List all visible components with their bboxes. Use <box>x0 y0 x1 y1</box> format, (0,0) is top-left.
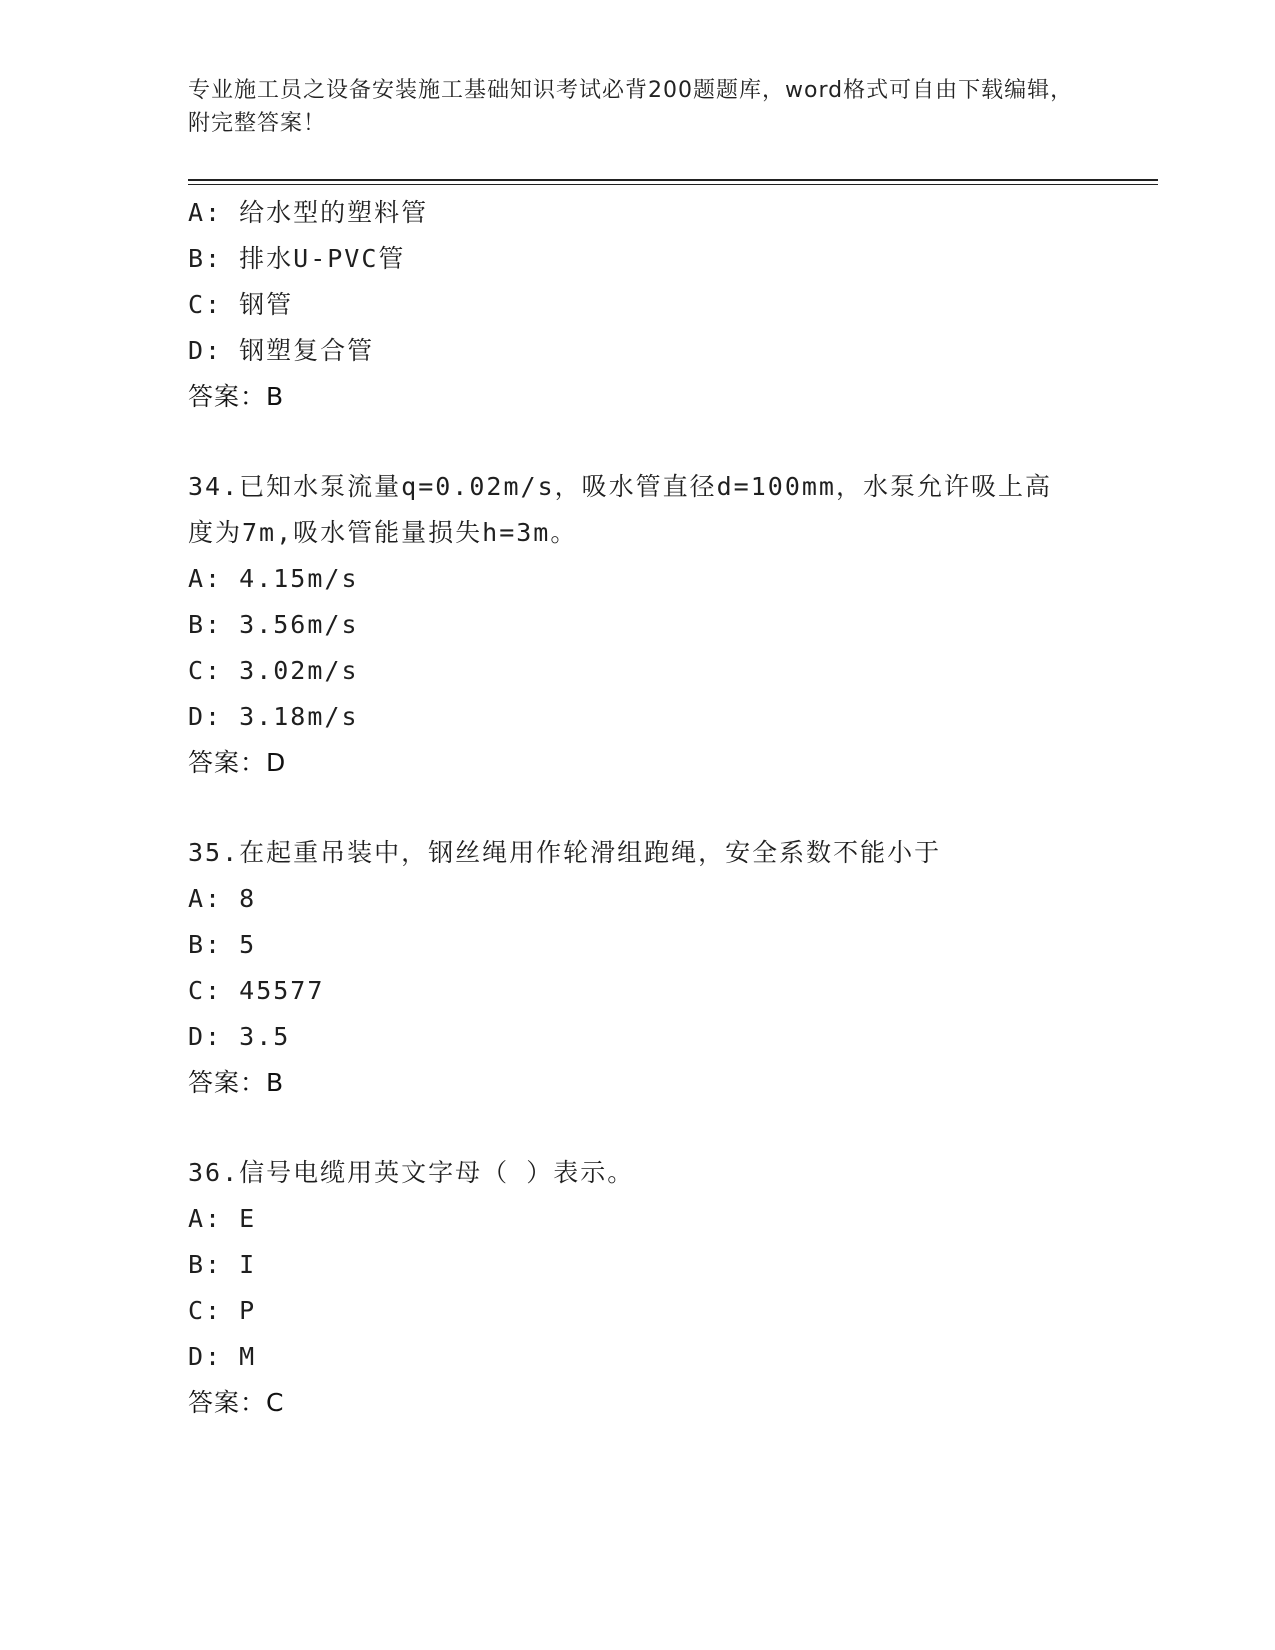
header-rule-thick <box>188 179 1158 181</box>
answer-line: 答案：B <box>188 1068 285 1097</box>
document-header: 专业施工员之设备安装施工基础知识考试必背200题题库，word格式可自由下载编辑，附完整答案！ <box>188 78 1074 136</box>
option-a: A: 4.15m/s <box>188 564 359 593</box>
question-list <box>188 190 1088 1426</box>
option-c: C: 3.02m/s <box>188 656 359 685</box>
option-b: B: 排水U-PVC管 <box>188 244 406 273</box>
option-c: C: 钢管 <box>188 290 294 319</box>
option-a: A: E <box>188 1204 257 1233</box>
question-stem: 36.信号电缆用英文字母（ ）表示。 <box>188 1158 635 1187</box>
option-b: B: 5 <box>188 930 257 959</box>
question-stem: 34.已知水泵流量q=0.02m/s，吸水管直径d=100mm，水泵允许吸上高度为7m,吸水管能量损失h=3m。 <box>188 472 1052 547</box>
option-a: A: 给水型的塑料管 <box>188 198 429 227</box>
question-block <box>188 190 1088 420</box>
option-b: B: 3.56m/s <box>188 610 359 639</box>
option-d: D: 钢塑复合管 <box>188 336 375 365</box>
question-block <box>188 464 1088 786</box>
option-c: C: P <box>188 1296 257 1325</box>
answer-line: 答案：B <box>188 382 285 411</box>
option-a: A: 8 <box>188 884 257 913</box>
answer-line: 答案：C <box>188 1388 285 1417</box>
option-d: D: M <box>188 1342 257 1371</box>
answer-line: 答案：D <box>188 748 287 777</box>
option-c: C: 45577 <box>188 976 325 1005</box>
question-block <box>188 830 1088 1106</box>
question-block <box>188 1150 1088 1426</box>
header-rule-thin <box>188 184 1158 185</box>
option-b: B: I <box>188 1250 257 1279</box>
question-stem: 35.在起重吊装中，钢丝绳用作轮滑组跑绳，安全系数不能小于 <box>188 838 942 867</box>
option-d: D: 3.5 <box>188 1022 291 1051</box>
option-d: D: 3.18m/s <box>188 702 359 731</box>
